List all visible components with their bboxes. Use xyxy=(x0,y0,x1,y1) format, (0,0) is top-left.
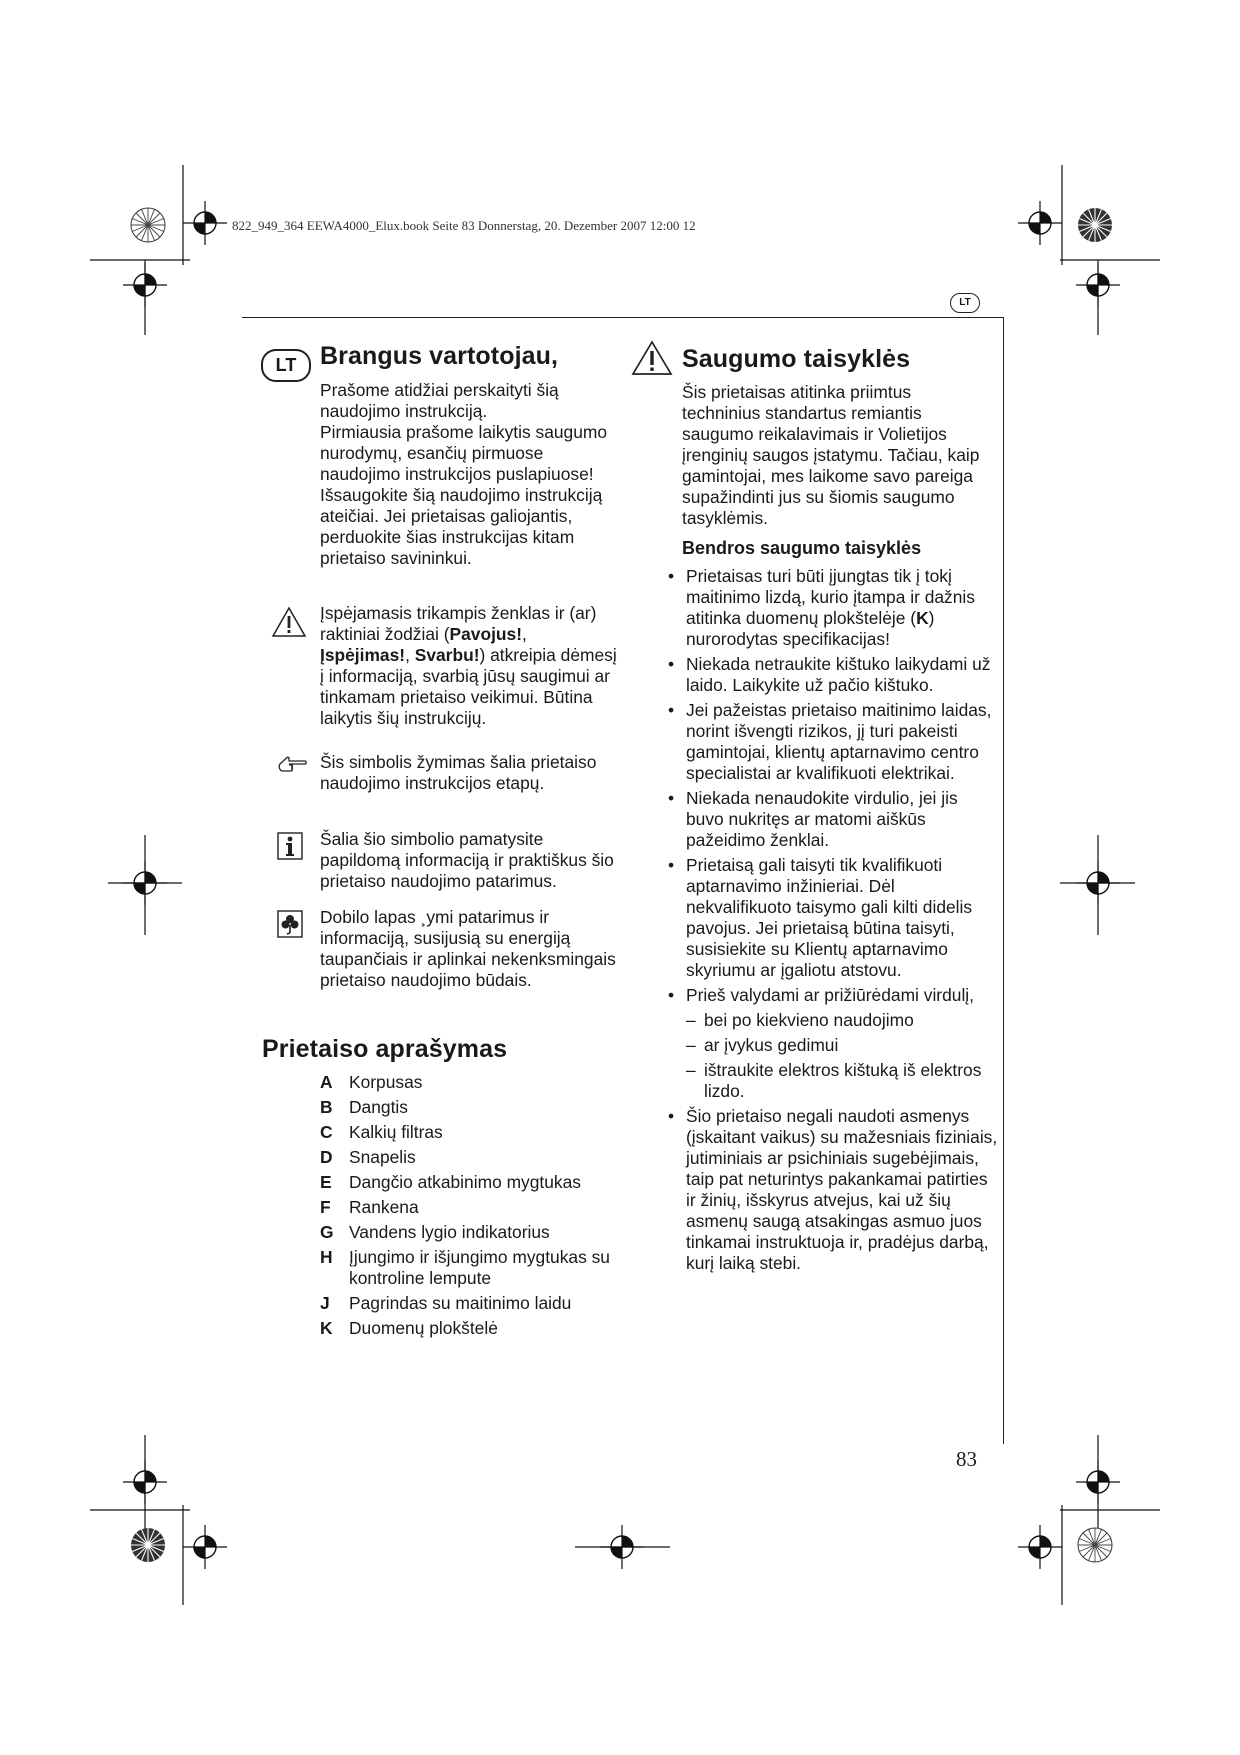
list-item: A Korpusas xyxy=(320,1072,423,1092)
parts-list xyxy=(320,1072,640,1343)
list-item: E Dangčio atkabinimo mygtukas xyxy=(320,1172,581,1192)
list-item: B Dangtis xyxy=(320,1097,408,1117)
list-item: • Prieš valydami ar prižiūrėdami virdulį, – bei po kiekvieno naudojimo – ar įvykus gedimui – ištraukite elektros kištuką iš elektros lizdo. xyxy=(668,985,998,1102)
keyword-warning: Įspėjimas! xyxy=(320,645,406,665)
warning-symbol-explanation: Įspėjamasis trikampis ženklas ir (ar) raktiniai žodžiai (Pavojus!, Įspėjimas!, Svarbu!) atkreipia dėmesį į informaciją, svarbią jūsų saugimui ar tinkamam prietaiso veikimui. Būtina laikytis šių instrukcijų. xyxy=(320,603,617,728)
safety-intro: Šis prietaisas atitinka priimtus techninius standartus remiantis saugumo reikalavimais ir Volietijos įrenginių saugos įstatymu. Tačiau, kaip gamintojai, mes laikome savo pareiga supažindinti jus su šiomis saugumo tasyklėmis. xyxy=(682,382,980,528)
list-item: • Niekada nenaudokite virdulio, jei jis buvo nukritęs ar matomi aiškūs pažeidimo ženklai. xyxy=(668,788,958,850)
clover-leaf-icon xyxy=(277,910,303,938)
sub-list-item: – ištraukite elektros kištuką iš elektros lizdo. xyxy=(686,1060,982,1101)
header-rule xyxy=(242,317,1004,318)
list-item: F Rankena xyxy=(320,1197,419,1217)
list-item: H Įjungimo ir išjungimo mygtukas su kontroline lempute xyxy=(320,1247,610,1288)
list-item: • Jei pažeistas prietaiso maitinimo laidas, norint išvengti rizikos, jį turi pakeisti gamintojai, klientų aptarnavimo centro specialistai ar kvalifikuoti elektrikai. xyxy=(668,700,992,783)
info-symbol-explanation: Šalia šio simbolio pamatysite papildomą informaciją ir praktiškus šio prietaiso naudojimo patarimus. xyxy=(320,829,614,891)
keyword-important: Svarbu! xyxy=(414,645,480,665)
list-item: • Šio prietaiso negali naudoti asmenys (įskaitant vaikus) su mažesniais fiziniais, jutiminiais ar psichiniais sugebėjimais, taip pat neturintys pakankamai patirties ir žinių, išskyrus atvejus, kai už šių asmenų saugą atsakingas asmuo juos tinkamai instruktuoja ir, pradėjus darbą, kurį laiką stebi. xyxy=(668,1106,998,1273)
list-item: J Pagrindas su maitinimo laidu xyxy=(320,1293,572,1313)
section-language-badge: LT xyxy=(261,349,311,382)
safety-title: Saugumo taisyklės xyxy=(682,345,911,373)
general-safety-subtitle: Bendros saugumo taisyklės xyxy=(682,538,922,558)
pointing-hand-icon xyxy=(277,755,307,775)
warning-triangle-icon xyxy=(271,606,307,638)
sub-list-item: – bei po kiekvieno naudojimo xyxy=(686,1010,914,1030)
list-item: D Snapelis xyxy=(320,1147,416,1167)
device-description-title: Prietaiso aprašymas xyxy=(262,1035,508,1063)
clover-symbol-explanation: Dobilo lapas ¸ymi patarimus ir informaciją, susijusią su energiją taupančiais ir aplinkai nekenksmingais prietaiso naudojimo būdais. xyxy=(320,907,616,990)
safety-rules-list xyxy=(668,566,998,1278)
list-item: G Vandens lygio indikatorius xyxy=(320,1222,550,1242)
page-number: 83 xyxy=(956,1447,977,1471)
intro-paragraph-1: Prašome atidžiai perskaityti šią naudojimo instrukciją. xyxy=(320,380,559,421)
print-header: 822_949_364 EEWA4000_Elux.book Seite 83 Donnerstag, 20. Dezember 2007 12:00 12 xyxy=(232,218,696,233)
list-item: • Niekada netraukite kištuko laikydami už laido. Laikykite už pačio kištuko. xyxy=(668,654,991,695)
language-badge: LT xyxy=(950,293,980,313)
right-margin-rule xyxy=(1003,317,1004,1444)
safety-warning-triangle-icon xyxy=(631,340,673,376)
info-icon xyxy=(277,832,303,860)
list-item: • Prietaisą gali taisyti tik kvalifikuoti aptarnavimo inžinieriai. Dėl nekvalifikuoto taisymo gali kilti didelis pavojus. Jei prietaisą būtina taisyti, susisiekite su Klientų aptarnavimo skyriumu ar įgaliotu atstovu. xyxy=(668,855,973,980)
steps-symbol-explanation: Šis simbolis žymimas šalia prietaiso naudojimo instrukcijos etapų. xyxy=(320,752,597,793)
list-item: • Prietaisas turi būti įjungtas tik į tokį maitinimo lizdą, kurio įtampa ir dažnis atitinka duomenų plokštelėje (K) nurorodytas specifikacijas! xyxy=(668,566,975,649)
sub-list-item: – ar įvykus gedimui xyxy=(686,1035,839,1055)
welcome-intro xyxy=(320,380,620,569)
list-item: C Kalkių filtras xyxy=(320,1122,443,1142)
list-item: K Duomenų plokštelė xyxy=(320,1318,498,1338)
keyword-danger: Pavojus! xyxy=(449,624,522,644)
intro-paragraph-2: Pirmiausia prašome laikytis saugumo nurodymų, esančių pirmuose naudojimo instrukcijos puslapiuose! Išsaugokite šią naudojimo instrukciją ateičiai. Jei prietaisas galiojantis, perduokite šias instrukcijas kitam prietaiso savininkui. xyxy=(320,422,608,568)
welcome-title: Brangus vartotojau, xyxy=(320,342,559,370)
